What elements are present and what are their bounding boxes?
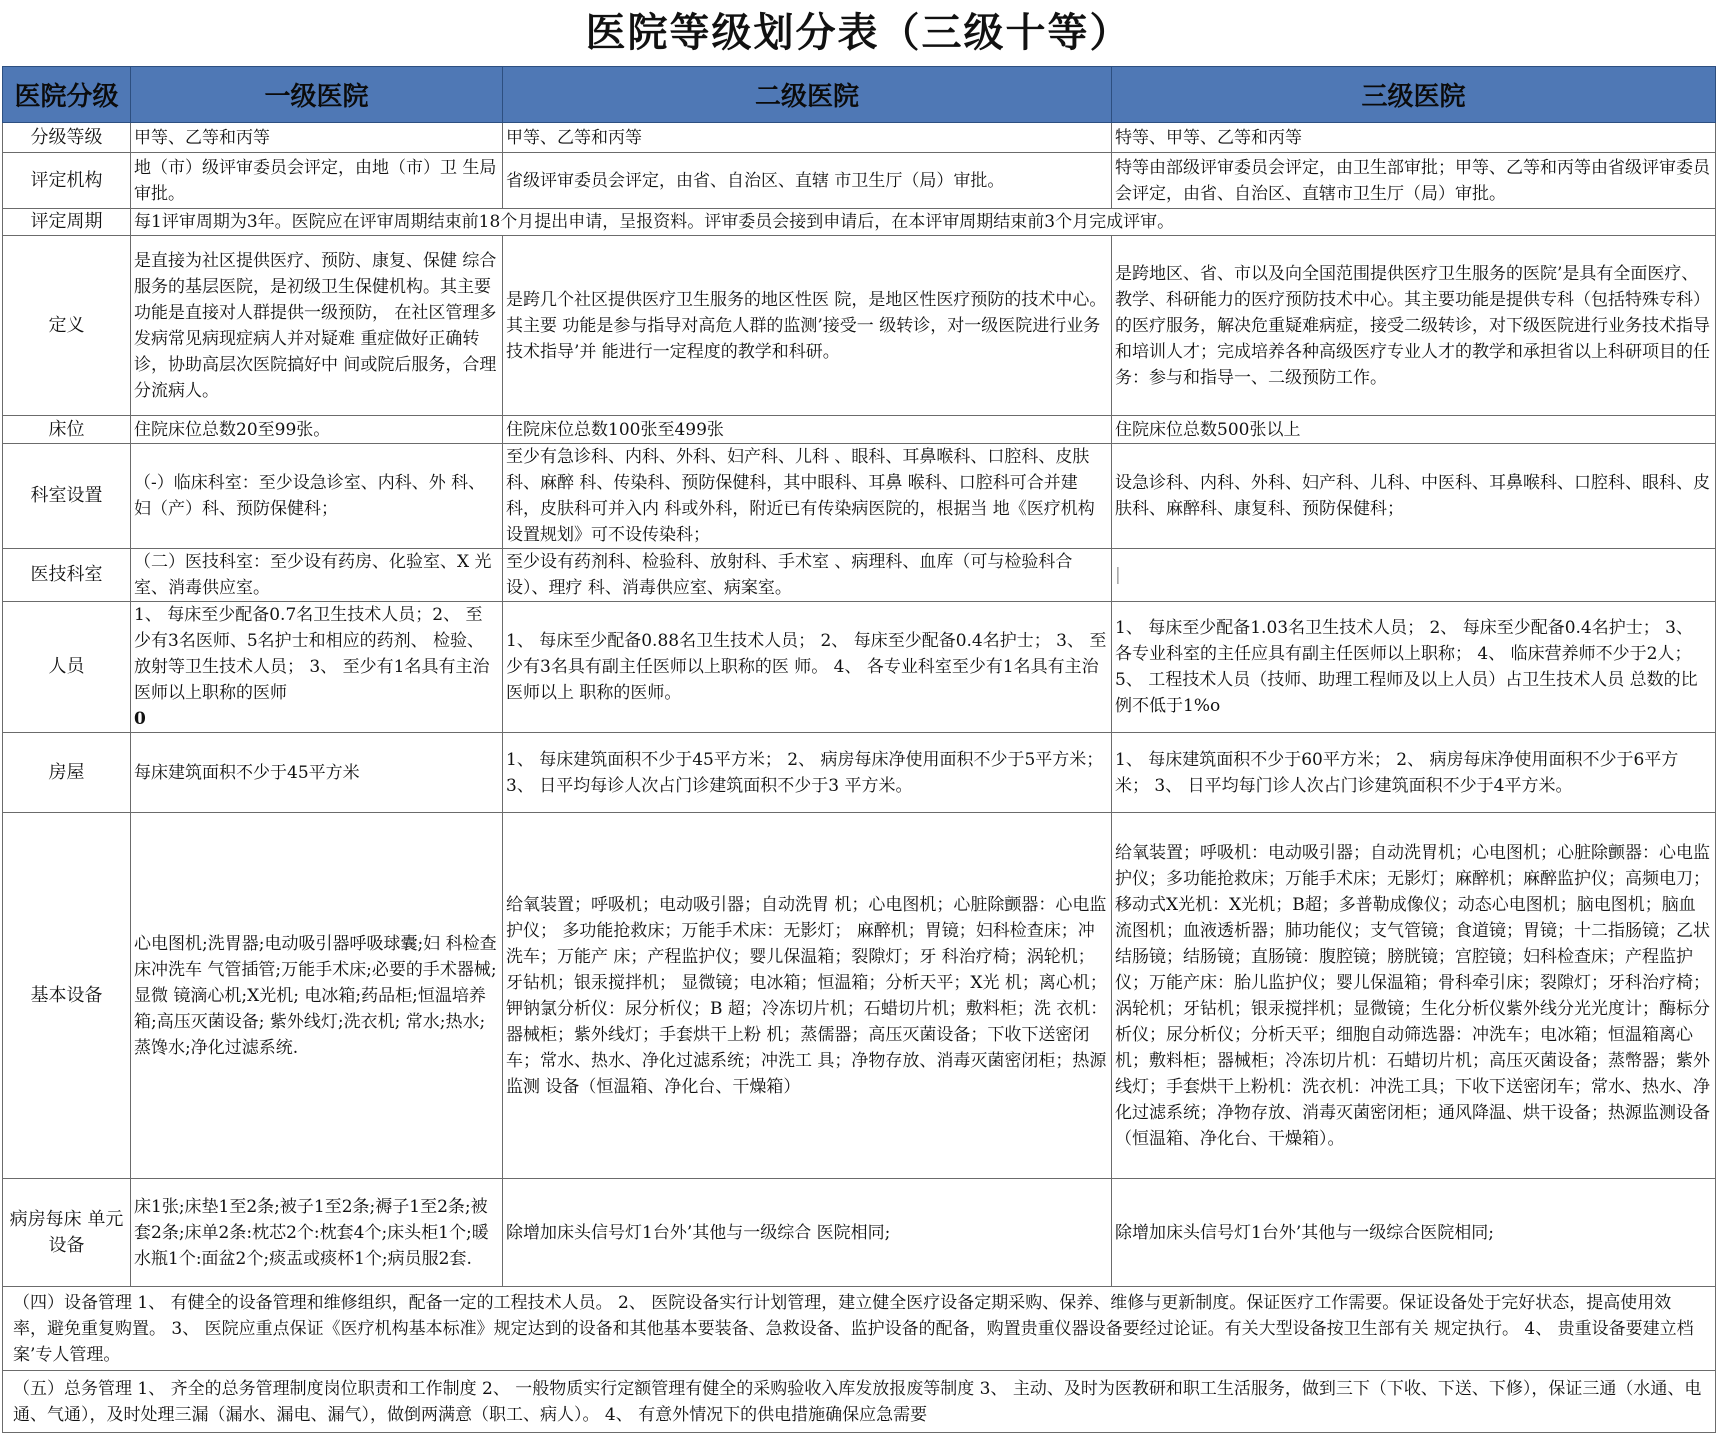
cell-level-3: 1、 每床至少配备1.03名卫生技术人员； 2、 每床至少配备0.4名护士； 3、 各专业科室的主任应具有副主任医师以上职称； 4、 临床营养师不少于2人； 5、 工程技术人员（技师、助理工程师及以上人员）占卫生技术人员 总数的比例不低于1%o	[1112, 602, 1716, 733]
cell-level-3: 设急诊科、内科、外科、妇产科、儿科、中医科、耳鼻喉科、口腔科、眼科、皮肤科、麻醉科、康复科、预防保健科；	[1112, 444, 1716, 549]
row-label: 房屋	[3, 733, 131, 813]
table-row	[3, 1371, 1716, 1433]
cell-level-3: 特等、甲等、乙等和丙等	[1112, 123, 1716, 153]
cell-level-3: 特等由部级评审委员会评定，由卫生部审批；甲等、乙等和丙等由省级评审委员会评定，由省、自治区、直辖市卫生厅（局）审批。	[1112, 153, 1716, 209]
hospital-grade-table	[2, 66, 1716, 1433]
row-label: 医技科室	[3, 549, 131, 602]
table-row	[3, 236, 1716, 416]
cell-level-2: 1、 每床建筑面积不少于45平方米； 2、 病房每床净使用面积不少于5平方米； 3、 日平均每诊人次占门诊建筑面积不少于3 平方米。	[503, 733, 1112, 813]
cell-level-1: 每床建筑面积不少于45平方米	[131, 733, 503, 813]
page-title: 医院等级划分表（三级十等）	[585, 10, 1132, 56]
cell-level-3: 除增加床头信号灯1台外’其他与一级综合医院相同;	[1112, 1179, 1716, 1287]
cell-level-3: 住院床位总数500张以上	[1112, 416, 1716, 444]
cell-level-2: 除增加床头信号灯1台外’其他与一级综合 医院相同;	[503, 1179, 1112, 1287]
cell-level-1: 甲等、乙等和丙等	[131, 123, 503, 153]
table-row	[3, 733, 1716, 813]
row-label: 基本设备	[3, 813, 131, 1179]
cell-level-2: 是跨几个社区提供医疗卫生服务的地区性医 院，是地区性医疗预防的技术中心。其主要 功能是参与指导对高危人群的监测’接受一 级转诊，对一级医院进行业务技术指导’并 能进行一定程度的教学和科研。	[503, 236, 1112, 416]
cell-level-2: 至少设有药剂科、检验科、放射科、手术室 、病理科、血库（可与检验科合设）、理疗 科、消毒供应室、病案室。	[503, 549, 1112, 602]
row-label: 定义	[3, 236, 131, 416]
header-category: 医院分级	[3, 67, 131, 123]
row-label: 分级等级	[3, 123, 131, 153]
table-row	[3, 813, 1716, 1179]
row-label: 人员	[3, 602, 131, 733]
cell-level-3: 是跨地区、省、市以及向全国范围提供医疗卫生服务的医院’是具有全面医疗、教学、科研能力的医疗预防技术中心。其主要功能是提供专科（包括特殊专科）的医疗服务，解决危重疑难病症，接受二级转诊，对下级医院进行业务技术指导和培训人才；完成培养各种高级医疗专业人才的教学和承担省以上科研项目的任务：参与和指导一、二级预防工作。	[1112, 236, 1716, 416]
table-row	[3, 602, 1716, 733]
table-row	[3, 1287, 1716, 1371]
table-row	[3, 549, 1716, 602]
row-label: 科室设置	[3, 444, 131, 549]
cell-text: 1、 每床至少配备0.7名卫生技术人员；2、 至少有3名医师、5名护士和相应的药剂、 检验、放射等卫生技术人员； 3、 至少有1名具有主治医师以上职称的医师	[134, 605, 490, 703]
cell-level-3: 给氧装置；呼吸机：电动吸引器；自动洗胃机；心电图机；心脏除颤器：心电监护仪；多功能抢救床；万能手术床；无影灯；麻醉机；麻醉监护仪；高频电刀；移动式X光机：X光机；B超；多普勒成像仪；动态心电图机；脑电图机；脑血流图机；血液透析器；肺功能仪；支气管镜；食道镜；胃镜；十二指肠镜；乙状结肠镜；结肠镜；直肠镜：腹腔镜；膀胱镜；宫腔镜；妇科检查床；产程监护仪；万能产床：胎儿监护仪；婴儿保温箱；骨科牵引床；裂隙灯；牙科治疗椅；涡轮机；牙钻机；银汞搅拌机；显微镜；生化分析仪紫外线分光光度计；酶标分析仪；尿分析仪；分析天平；细胞自动筛选器：冲洗车；电冰箱；恒温箱离心机；敷料柜；器械柜；冷冻切片机：石蜡切片机；高压灭菌设备；蒸幣器；紫外线灯；手套烘干上粉机：洗衣机：冲洗工具；下收下送密闭车；常水、热水、净化过滤系统；净物存放、消毒灭菌密闭柜；通风降温、烘干设备；热源监测设备（恒温箱、净化台、干燥箱）。	[1112, 813, 1716, 1179]
table-row	[3, 153, 1716, 209]
cell-level-1: 心电图机;洗胃器;电动吸引器呼吸球囊;妇 科检查床冲洗车 气管插管;万能手术床;必要的手术器械;显微 镜滴心机;X光机; 电冰箱;药品柜;恒温培养箱;高压灭菌设备; 紫外线灯;洗衣机; 常水;热水;蒸馋水;净化过滤系统.	[131, 813, 503, 1179]
cell-level-1: （二）医技科室：至少设有药房、化验室、X 光室、消毒供应室。	[131, 549, 503, 602]
cell-level-2: 至少有急诊科、内科、外科、妇产科、儿科 、眼科、耳鼻喉科、口腔科、皮肤科、麻醉 科、传染科、预防保健科，其中眼科、耳鼻 喉科、口腔科可合并建科，皮肤科可并入内 科或外科，附近已有传染病医院的，根据当 地《医疗机构设置规划》可不设传染科；	[503, 444, 1112, 549]
cell-level-2: 甲等、乙等和丙等	[503, 123, 1112, 153]
note-equipment-management: （四）设备管理 1、 有健全的设备管理和维修组织，配备一定的工程技术人员。 2、 医院设备实行计划管理，建立健全医疗设备定期采购、保养、维修与更新制度。保证医疗工作需要。保证设备处于完好状态，提高使用效率，避免重复购置。 3、 医院应重点保证《医疗机构基本标准》规定达到的设备和其他基本要装备、急救设备、监护设备的配备，购置贵重仪器设备要经过论证。有关大型设备按卫生部有关 规定执行。 4、 贵重设备要建立档案’专人管理。	[3, 1287, 1716, 1371]
cell-level-1: 床1张;床垫1至2条;被子1至2条;褥子1至2条;被套2条;床单2条:枕芯2个:枕套4个;床头柜1个;暖水瓶1个:面盆2个;痰盂或痰杯1个;病员服2套.	[131, 1179, 503, 1287]
note-general-management: （五）总务管理 1、 齐全的总务管理制度岗位职责和工作制度 2、 一般物质实行定额管理有健全的采购验收入库发放报废等制度 3、 主动、及时为医教研和职工生活服务，做到三下（下收、下送、下修），保证三通（水通、电通、气通），及时处理三漏（漏水、漏电、漏气），做倒两满意（职工、病人）。 4、 有意外情况下的供电措施确保应急需要	[3, 1371, 1716, 1433]
cell-level-1: （-）临床科室：至少设急诊室、内科、外 科、妇（产）科、预防保健科；	[131, 444, 503, 549]
cell-tail: 0	[134, 709, 146, 729]
header-level-3: 三级医院	[1112, 67, 1716, 123]
cell-level-2: 省级评审委员会评定，由省、自治区、直辖 市卫生厅（局）审批。	[503, 153, 1112, 209]
cell-level-3: |	[1112, 549, 1716, 602]
cell-level-1	[131, 602, 503, 733]
table-row	[3, 1179, 1716, 1287]
cell-merged: 每1评审周期为3年。医院应在评审周期结束前18个月提出申请，呈报资料。评审委员会接到申请后，在本评审周期结束前3个月完成评审。	[131, 209, 1716, 236]
header-level-2: 二级医院	[503, 67, 1112, 123]
table-row	[3, 416, 1716, 444]
row-label: 病房每床 单元设备	[3, 1179, 131, 1287]
cell-level-1: 地（市）级评审委员会评定，由地（市）卫 生局审批。	[131, 153, 503, 209]
row-label: 评定周期	[3, 209, 131, 236]
cell-level-3: 1、 每床建筑面积不少于60平方米； 2、 病房每床净使用面积不少于6平方米； 3、 日平均每门诊人次占门诊建筑面积不少于4平方米。	[1112, 733, 1716, 813]
row-label: 床位	[3, 416, 131, 444]
cell-level-2: 住院床位总数100张至499张	[503, 416, 1112, 444]
cell-level-1: 住院床位总数20至99张。	[131, 416, 503, 444]
table-row	[3, 209, 1716, 236]
table-row	[3, 123, 1716, 153]
table-row	[3, 444, 1716, 549]
header-level-1: 一级医院	[131, 67, 503, 123]
cell-level-1: 是直接为社区提供医疗、预防、康复、保健 综合服务的基层医院，是初级卫生保健机构。其主要功能是直接对人群提供一级预防， 在社区管理多发病常见病现症病人并对疑难 重症做好正确转诊，协助高层次医院搞好中 间或院后服务，合理分流病人。	[131, 236, 503, 416]
row-label: 评定机构	[3, 153, 131, 209]
cell-level-2: 给氧装置；呼吸机；电动吸引器；自动洗胃 机；心电图机；心脏除颤器：心电监护仪； 多功能抢救床；万能手术床：无影灯； 麻醉机；胃镜；妇科检查床；冲洗车；万能产 床；产程监护仪；婴儿保温箱；裂隙灯；牙 科治疗椅；涡轮机；牙钻机；银汞搅拌机； 显微镜；电冰箱；恒温箱；分析天平；X光 机；离心机；钾钠氯分析仪：尿分析仪；B 超；冷冻切片机；石蜡切片机；敷料柜；洗 衣机：器械柜；紫外线灯；手套烘干上粉 机；蒸儒器；高压灭菌设备；下收下送密闭 车；常水、热水、净化过滤系统；冲洗工 具；净物存放、消毒灭菌密闭柜；热源监测 设备（恒温箱、净化台、干燥箱）	[503, 813, 1112, 1179]
header-row	[3, 67, 1716, 123]
cell-level-2: 1、 每床至少配备0.88名卫生技术人员； 2、 每床至少配备0.4名护士； 3、 至少有3名具有副主任医师以上职称的医 师。 4、 各专业科室至少有1名具有主治医师以上 职称的医师。	[503, 602, 1112, 733]
